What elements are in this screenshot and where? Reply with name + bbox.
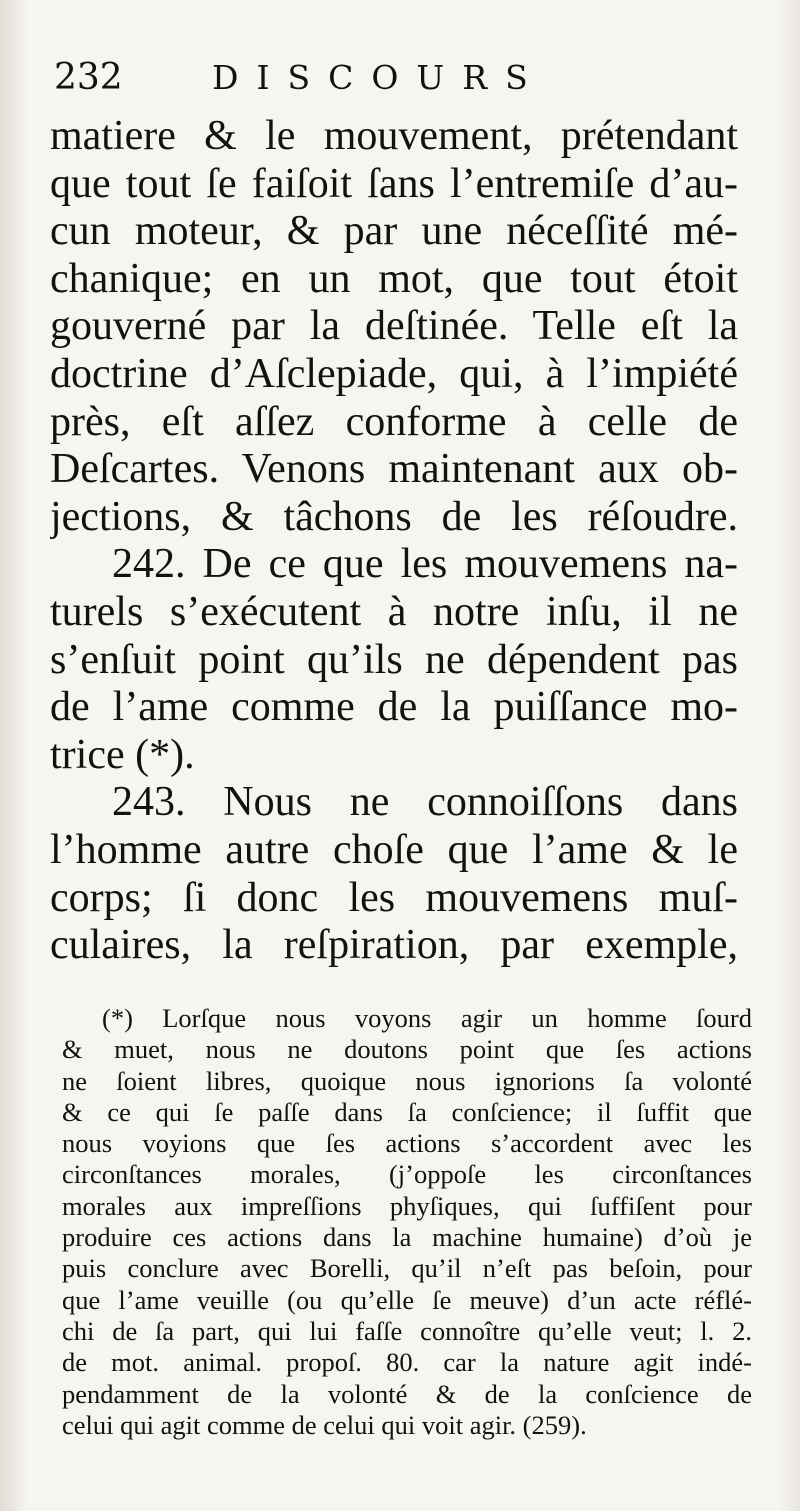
text-line: gouverné par la deſtinée. Telle eſt la (50, 303, 738, 350)
footnote-line: & muet, nous ne doutons point que ſes actions (62, 1034, 752, 1065)
footnote-line: (*) Lorſque nous voyons agir un homme ſourd (102, 1003, 752, 1033)
running-head: DISCOURS (212, 58, 546, 97)
text-line: jections, & tâchons de les réſoudre. (50, 493, 738, 540)
text-line: s’enſuit point qu’ils ne dépendent pas (50, 636, 738, 683)
footnote-line: pendamment de la volonté & de la conſcience de (62, 1378, 752, 1409)
footnote-line: que l’ame veuille (ou qu’elle ſe meuve) d’un acte réflé- (62, 1284, 752, 1315)
footnote-line: nous voyions que ſes actions s’accordent avec les (62, 1128, 752, 1159)
text-line: que tout ſe faiſoit ſans l’entremiſe d’au- (50, 160, 738, 207)
paragraph-243-start: 243. Nous ne connoiſſons dans (112, 779, 738, 826)
paragraph-242-start: 242. De ce que les mouvemens na- (112, 541, 738, 588)
footnote-line: produire ces actions dans la machine humaine) d’où je (62, 1222, 752, 1253)
footnote-line: & ce qui ſe paſſe dans ſa conſcience; il ſuffit que (62, 1096, 752, 1127)
text-line: doctrine d’Aſclepiade, qui, à l’impiété (50, 350, 738, 397)
text-line: turels s’exécutent à notre inſu, il ne (50, 588, 738, 635)
footnote-line: circonſtances morales, (j’oppoſe les circonſtances (62, 1159, 752, 1190)
text-line: de l’ame comme de la puiſſance mo- (50, 684, 738, 731)
text-line: cun moteur, & par une néceſſité mé- (50, 208, 738, 255)
text-line: corps; ſi donc les mouvemens muſ- (50, 874, 738, 921)
footnote-line: celui qui agit comme de celui qui voit agir. (259). (62, 1409, 587, 1440)
text-line: chanique; en un mot, que tout étoit (50, 255, 738, 302)
footnote-line: chi de ſa part, qui lui faſſe connoître qu’elle veut; l. 2. (62, 1315, 752, 1346)
footnote (62, 1003, 752, 1441)
footnote-line: de mot. animal. propoſ. 80. car la nature agit indé- (62, 1347, 752, 1378)
text-line: près, eſt aſſez conforme à celle de (50, 398, 738, 445)
page-header (40, 52, 600, 104)
footnote-line: puis conclure avec Borelli, qu’il n’eſt pas beſoin, pour (62, 1253, 752, 1284)
footnote-line: morales aux impreſſions phyſiques, qui ſuffiſent pour (62, 1190, 752, 1221)
page-number: 232 (54, 57, 123, 98)
text-line: Deſcartes. Venons maintenant aux ob- (50, 446, 738, 493)
main-text (50, 113, 738, 970)
footnote-reference-line: trice (*). (50, 731, 195, 778)
text-line: matiere & le mouvement, prétendant (50, 113, 738, 159)
text-line: culaires, la reſpiration, par exemple, (50, 922, 738, 969)
text-line: l’homme autre choſe que l’ame & le (50, 826, 738, 873)
footnote-line: ne ſoient libres, quoique nous ignorions ſa volonté (62, 1065, 752, 1096)
